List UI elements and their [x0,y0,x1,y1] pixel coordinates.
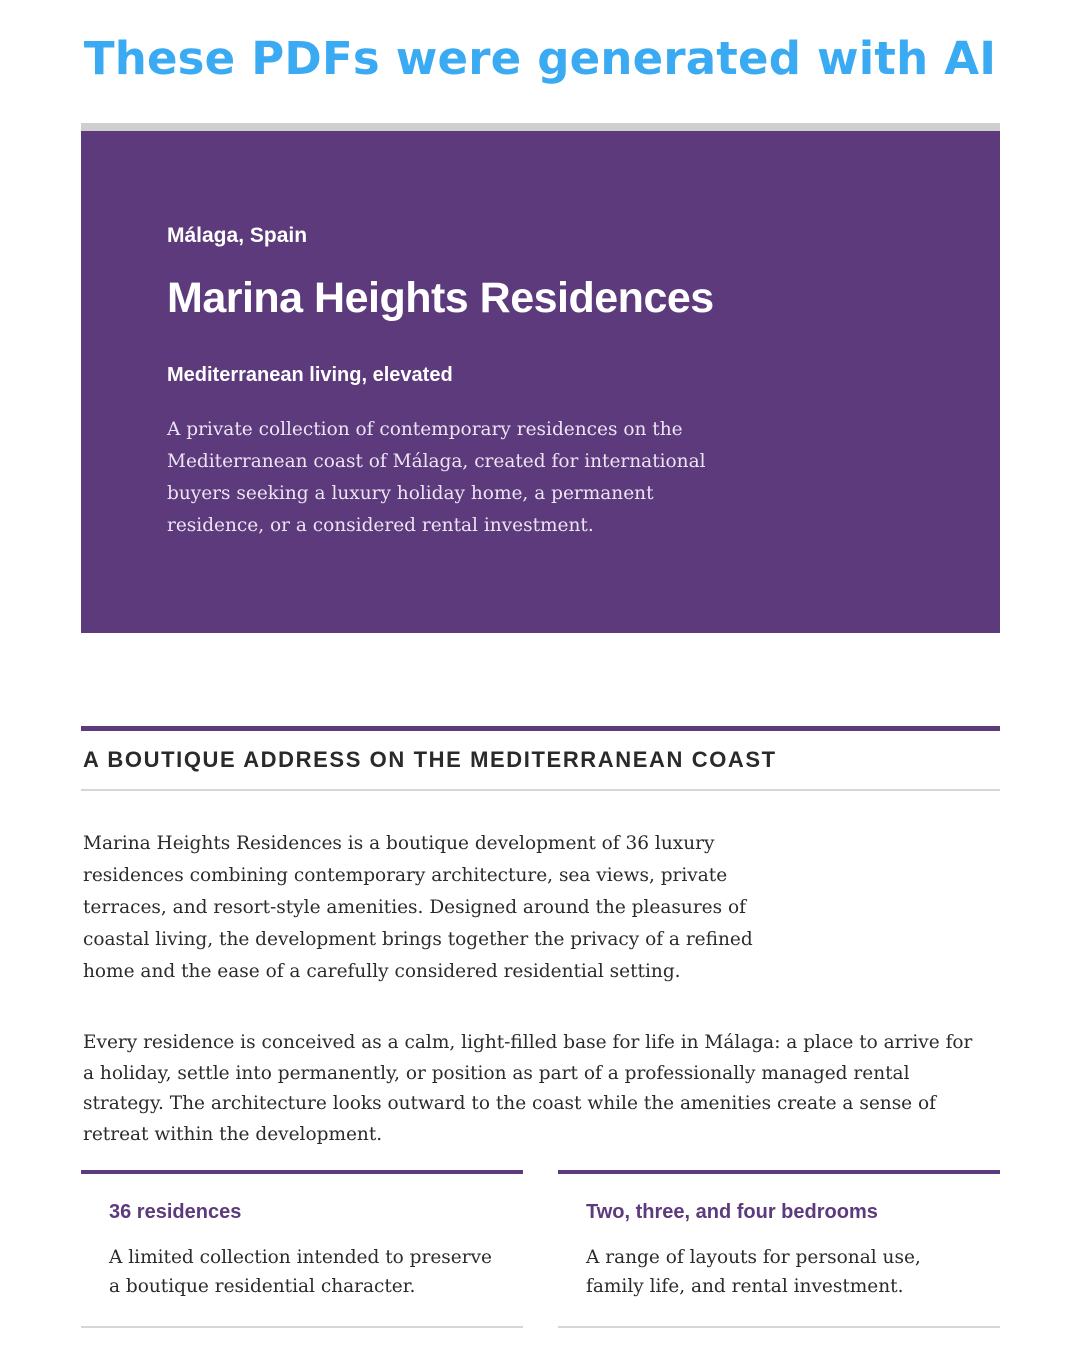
feature-card-title: Two, three, and four bedrooms [586,1201,878,1223]
section-divider [81,789,1000,791]
feature-card-title: 36 residences [109,1201,242,1223]
feature-card-top-rule [558,1170,1000,1174]
feature-card-top-rule [81,1170,523,1174]
feature-card-text: A limited collection intended to preserve a boutique residential character. [109,1247,492,1297]
ai-generated-banner: These PDFs were generated with AI [83,32,997,85]
hero-tagline: Mediterranean living, elevated [167,364,453,386]
feature-card-text: A range of layouts for personal use, family life, and rental investment. [586,1247,921,1297]
hero-description: A private collection of contemporary residences on the Mediterranean coast of Málaga, created for international buyers seeking a luxury holiday home, a permanent residence, or a considered rental investment. [167,419,706,536]
hero-location: Málaga, Spain [167,224,308,247]
section-top-rule [81,726,1000,731]
section-heading: A BOUTIQUE ADDRESS ON THE MEDITERRANEAN COAST [83,747,777,772]
feature-card-bottom-rule [558,1326,1000,1328]
feature-card-bedrooms [558,1170,1000,1328]
hero-panel [81,131,1000,633]
feature-card-residences [81,1170,523,1328]
feature-card-bottom-rule [81,1326,523,1328]
hero-top-border [81,123,1000,131]
body-paragraph: Every residence is conceived as a calm, light-filled base for life in Málaga: a place to arrive for a holiday, settle into permanently, or position as part of a professionally managed rental strategy. The architecture looks outward to the coast while the amenities create a sense of retreat within the development. [83,1032,973,1145]
hero-title: Marina Heights Residences [167,274,714,322]
intro-paragraph: Marina Heights Residences is a boutique development of 36 luxury residences combining contemporary architecture, sea views, private terraces, and resort-style amenities. Designed around the pleasures of coastal living, the development brings together the privacy of a refined home and the ease of a carefully considered residential setting. [83,833,753,982]
